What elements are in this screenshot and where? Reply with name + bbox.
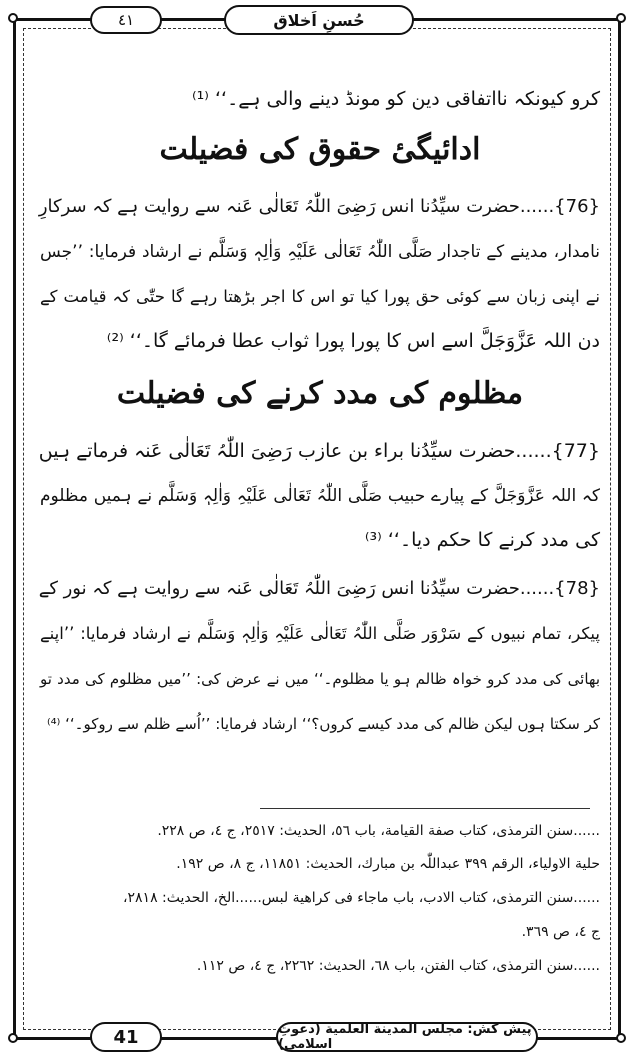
running-header-title: حُسنِ اَخلاق: [224, 5, 414, 35]
hadith-76-line-2: نامدار، مدینے کے تاجدار صَلَّی اللّٰہُ تَعَالٰی عَلَیْہِ وَاٰلِہٖ وَسَلَّم نے ارشاد فرمایا: ’’جس: [40, 242, 600, 262]
hadith-78-line-2: پیکر، تمام نبیوں کے سَرْوَر صَلَّی اللّٰہُ تَعَالٰی عَلَیْہِ وَاٰلِہٖ وَسَلَّم نے ارشاد فرمایا: ’’اپنے: [40, 624, 600, 643]
footnote-1-cont: حلیة الاولیاء، الرقم ٣٩٩ عبداللّٰہ بن مبارك، الحدیث: ١١٨٥١، ج ٨، ص ١٩٢.: [176, 856, 600, 872]
intro-line: کرو کیونکہ نااتفاقی دین کو مونڈ دینے والی ہے۔‘‘ ⁽¹⁾: [192, 88, 600, 110]
hadith-77-line-1: {77}......حضرت سیِّدُنا براء بن عازب رَضِیَ اللّٰہُ تَعَالٰی عَنہ فرماتے ہیں: [38, 440, 600, 462]
corner-ornament-top-left: [8, 13, 18, 23]
footer-page-number: 41: [90, 1022, 162, 1052]
hadith-77-line-2: کہ اللہ عَزَّوَجَلَّ کے پیارے حبیب صَلَّی اللّٰہُ تَعَالٰی عَلَیْہِ وَاٰلِہٖ وَسَلَّم نے ہمیں مظلوم: [40, 486, 600, 506]
hadith-76-line-1: {76}......حضرت سیِّدُنا انس رَضِیَ اللّٰہُ تَعَالٰی عَنہ سے روایت ہے کہ سرکارِ: [38, 196, 600, 217]
hadith-77-line-3: کی مدد کرنے کا حکم دیا۔‘‘ ⁽³⁾: [364, 529, 600, 551]
footer-publisher: پیش کش: مجلس المدینة العلمیة (دعوتِ اسلامی): [276, 1022, 538, 1052]
hadith-78-line-1: {78}......حضرت سیِّدُنا انس رَضِیَ اللّٰہُ تَعَالٰی عَنہ سے روایت ہے کہ نور کے: [38, 578, 600, 599]
footnote-1: ......سنن الترمذی، کتاب صفة القیامة، باب ٥٦، الحدیث: ٢٥١٧، ج ٤، ص ٢٢٨.: [157, 823, 600, 839]
footnote-divider: [260, 808, 590, 809]
footnote-2: ......سنن الترمذی، کتاب الادب، باب ماجاء فی کراهیة لبس......الخ، الحدیث: ٢٨١٨،: [122, 890, 600, 906]
footnote-2-cont: ج ٤، ص ٣٦٩.: [521, 924, 600, 940]
hadith-76-line-3: نے اپنی زبان سے کوئی حق پورا کیا تو اس کا اجر بڑھتا رہے گا حتّٰی کہ قیامت کے: [40, 287, 600, 306]
section-heading-oppressed: مظلوم کی مدد کرنے کی فضیلت: [116, 376, 524, 411]
corner-ornament-top-right: [616, 13, 626, 23]
hadith-78-line-3: بھائی کی مدد کرو خواہ ظالم ہو یا مظلوم۔‘‘ میں نے عرض کی: ’’میں مظلوم کی مدد تو: [40, 670, 600, 688]
header-page-number: ٤١: [90, 6, 162, 34]
hadith-78-line-4: کر سکتا ہوں لیکن ظالم کی مدد کیسے کروں؟‘‘ ارشاد فرمایا: ’’اُسے ظلم سے روکو۔‘‘ ⁽⁴⁾: [46, 715, 600, 733]
corner-ornament-bottom-right: [616, 1033, 626, 1043]
corner-ornament-bottom-left: [8, 1033, 18, 1043]
footnote-3: ......سنن الترمذی، کتاب الفتن، باب ٦٨، الحدیث: ٢٢٦٢، ج ٤، ص ١١٢.: [196, 958, 600, 974]
hadith-76-line-4: دن اللہ عَزَّوَجَلَّ اسے اس کا پورا پورا ثواب عطا فرمائے گا۔‘‘ ⁽²⁾: [106, 330, 600, 352]
section-heading-rights: ادائیگیٔ حقوق کی فضیلت: [159, 132, 481, 167]
